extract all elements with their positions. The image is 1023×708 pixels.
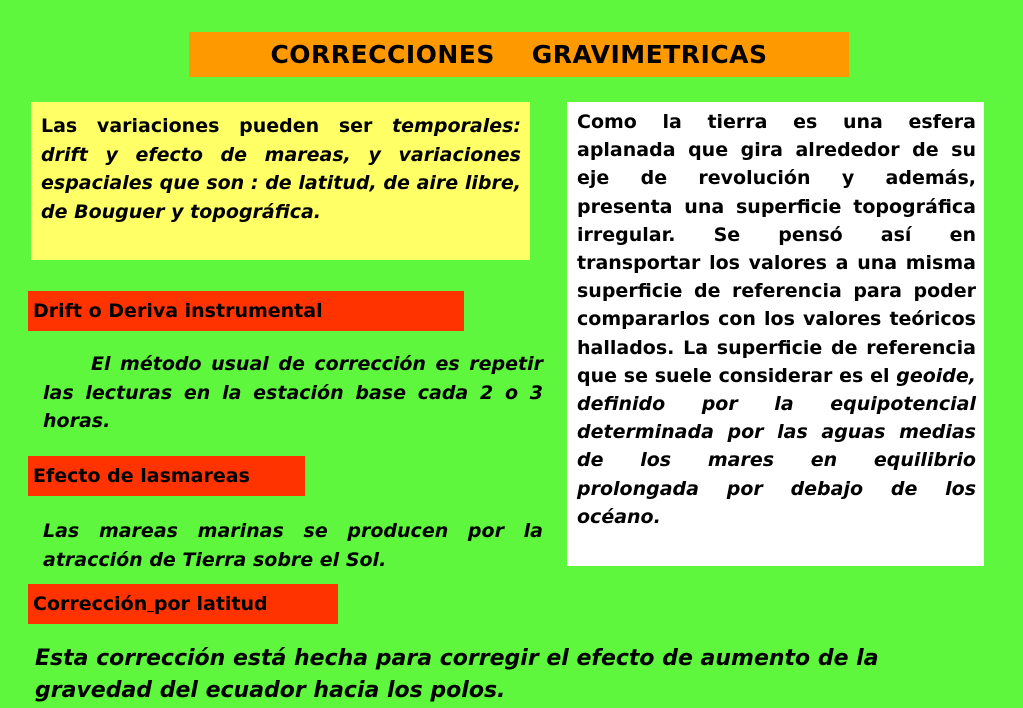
side-note-box (567, 102, 984, 566)
latitud-heading-part2: por latitud (153, 593, 268, 615)
latitud-heading-space (147, 593, 154, 615)
latitud-body: Esta corrección está hecha para corregir el efecto de aumento de la gravedad del ecuador hacia los polos. (35, 646, 879, 703)
mareas-body: Las mareas marinas se producen por la atracción de Tierra sobre el Sol. (43, 520, 543, 571)
latitud-heading-part1: Corrección (33, 593, 148, 615)
intro-box (31, 102, 530, 260)
slide-title (189, 32, 849, 77)
latitud-heading (28, 584, 338, 624)
drift-heading-text: Drift o Deriva instrumental (33, 300, 323, 322)
side-note-text-italic: geoide, definido por la equipotencial determinada por las aguas medias de los mares en equilibrio prolongada por debajo de los océano. (577, 364, 976, 528)
drift-body: El método usual de corrección es repetir las lecturas en la estación base cada 2 o 3 horas. (43, 353, 543, 432)
intro-text-italic: temporales: drift y efecto de mareas, y variaciones espaciales que son : de latitud, de aire libre, de Bouguer y topográfica. (41, 115, 521, 223)
side-note-text-normal: Como la tierra es una esfera aplanada que gira alrededor de su eje de revolución y además, presenta una superficie topográfica irregular. Se pensó así en transportar los valores a una misma superficie de referencia para poder compararlos con los valores teóricos hallados. La superficie de referencia que se suele considerar es el (577, 111, 976, 387)
intro-text-normal: Las variaciones pueden ser (41, 115, 393, 137)
drift-heading (28, 291, 464, 331)
mareas-heading (28, 456, 305, 496)
mareas-heading-text: Efecto de lasmareas (33, 465, 250, 487)
slide-title-text: CORRECCIONES GRAVIMETRICAS (270, 40, 768, 69)
